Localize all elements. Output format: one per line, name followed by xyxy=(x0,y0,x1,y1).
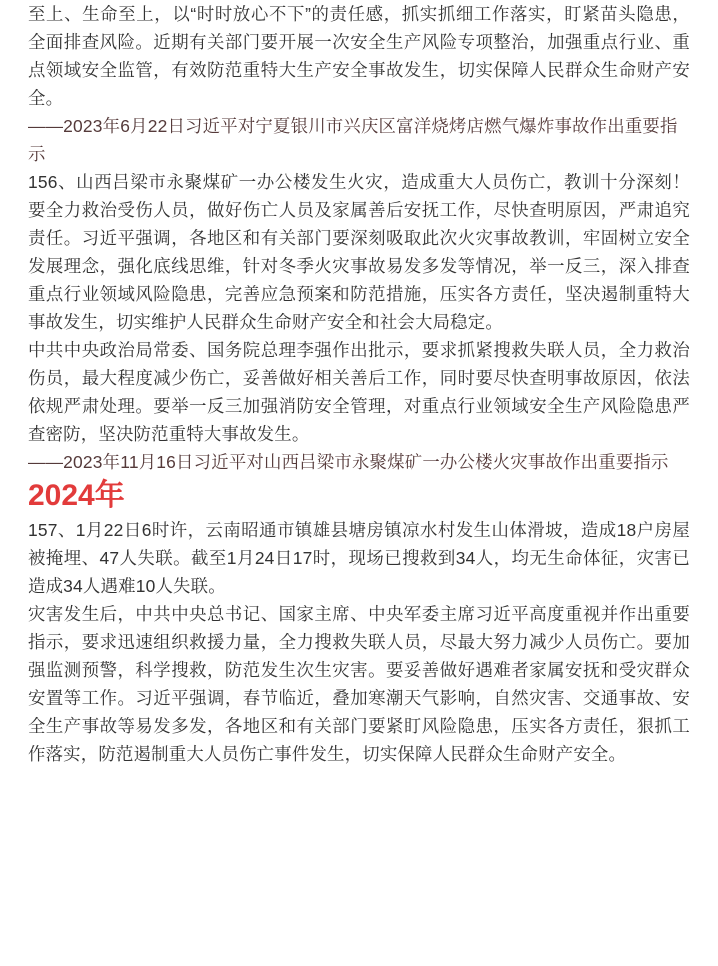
attribution-line-2023-06: ——2023年6月22日习近平对宁夏银川市兴庆区富洋烧烤店燃气爆炸事故作出重要指示 xyxy=(28,116,678,164)
paragraph-disaster-response: 灾害发生后，中共中央总书记、国家主席、中央军委主席习近平高度重视并作出重要指示，要求迅速组织救援力量，全力搜救失联人员，尽最大努力减少人员伤亡。要加强监测预警，科学搜救，防范发生次生灾害。要妥善做好遇难者家属安抚和受灾群众安置等工作。习近平强调，春节临近，叠加寒潮天气影响，自然灾害、交通事故、安全生产事故等易发多发，各地区和有关部门要紧盯风险隐患，压实各方责任，狠抓工作落实，防范遏制重大人员伤亡事件发生，切实保障人民群众生命财产安全。 xyxy=(28,604,690,764)
paragraph-item-157: 157、1月22日6时许，云南昭通市镇雄县塘房镇凉水村发生山体滑坡，造成18户房屋被掩埋、47人失联。截至1月24日17时，现场已搜救到34人，均无生命体征，灾害已造成34人遇难10人失联。 xyxy=(28,520,690,596)
paragraph-clipped-top: 至上、生命至上，以“时时放心不下”的责任感，抓实抓细工作落实，盯紧苗头隐患，全面排查风险。近期有关部门要开展一次安全生产风险专项整治，加强重点行业、重点领域安全监管，有效防范重特大生产安全事故发生，切实保障人民群众生命财产安全。 xyxy=(28,4,690,108)
year-heading-2024: 2024年 xyxy=(28,479,125,512)
paragraph-liqiang-instruction: 中共中央政治局常委、国务院总理李强作出批示，要求抓紧搜救失联人员，全力救治伤员，最大程度减少伤亡，妥善做好相关善后工作，同时要尽快查明事故原因，依法依规严肃处理。要举一反三加强消防安全管理，对重点行业领域安全生产风险隐患严查密防，坚决防范重特大事故发生。 xyxy=(28,340,690,444)
attribution-line-2023-11: ——2023年11月16日习近平对山西吕梁市永聚煤矿一办公楼火灾事故作出重要指示 xyxy=(28,452,669,472)
paragraph-item-156: 156、山西吕梁市永聚煤矿一办公楼发生火灾，造成重大人员伤亡，教训十分深刻！要全力救治受伤人员，做好伤亡人员及家属善后安抚工作，尽快查明原因，严肃追究责任。习近平强调，各地区和有关部门要深刻吸取此次火灾事故教训，牢固树立安全发展理念，强化底线思维，针对冬季火灾事故易发多发等情况，举一反三，深入排查重点行业领域风险隐患，完善应急预案和防范措施，压实各方责任，坚决遏制重特大事故发生，切实维护人民群众生命财产安全和社会大局稳定。 xyxy=(28,172,690,332)
